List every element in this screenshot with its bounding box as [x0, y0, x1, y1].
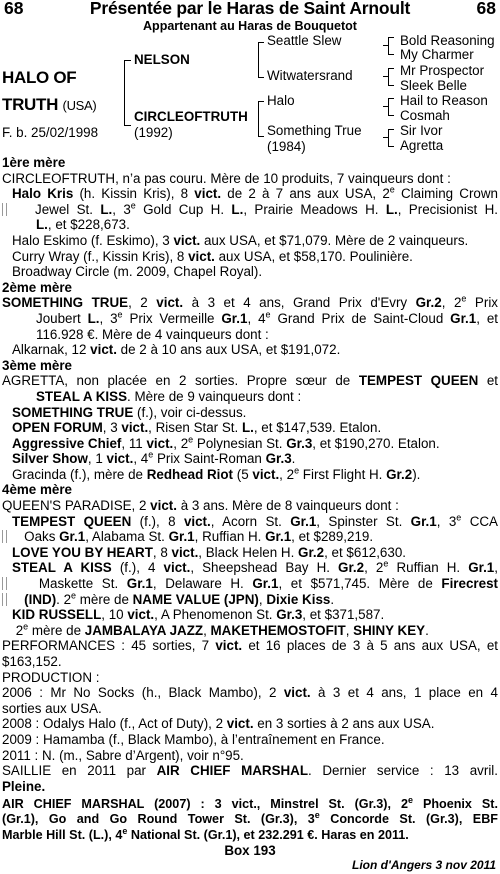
- production-heading: PRODUCTION :: [2, 669, 100, 685]
- great-grandsire-3: Mr Prospector: [400, 63, 485, 78]
- bracket-parents: [124, 60, 131, 126]
- grandsire-4-year: (1984): [267, 139, 306, 154]
- family-text: 1ère mère CIRCLEOFTRUTH, n’a pas couru. Mère de 10 produits, 7 vainqueurs dont : Halo Kris (h. Kissin Kris), 8 vict. de 2 à 7 ans aux USA, 2e Claiming Crown Jewel St. L., 3e Gold Cup H. L., Prairie Meadows H. L., Precisionist H. L., et $228,673. Halo Eskimo (f. Eskimo), 3 vict. aux USA, et $71,079. Mère de 2 vainqueurs. Curry Wray (f., Kissin Kris), 8 vict. aux USA, et $58,170. Poulinière. Broadway Circle (m. 2009, Chapel Royal). 2ème mère SOMETHING TRUE, 2 vict. à 3 et 4 ans, Grand Prix d'Evry Gr.2, 2e Prix Joubert L., 3e Prix Vermeille Gr.1, 4e Grand Prix de Saint-Cloud Gr.1, et 116.928 €. Mère de 4 vainqueurs dont : Alkarnak, 12 vict. de 2 à 10 ans aux USA, et $191,072. 3ème mère AGRETTA, non placée en 2 sorties. Propre sœur de TEMPEST QUEEN et STEAL A KISS. Mère de 9 vainqueurs dont : SOMETHING TRUE (f.), voir ci-dessus. OPEN FORUM, 3 vict., Risen Star St. L., et $147,539. Etalon. Aggressive Chief, 11 vict., 2e Polynesian St. Gr.3, et $190,270. Etalon. Silver Show, 1 vict., 4e Prix Saint-Roman Gr.3. Gracinda (f.), mère de Redhead Riot (5 vict., 2e First Flight H. Gr.2). 4ème mère QUEEN'S PARADISE, 2 vict. à 3 ans. Mère de 8 vainqueurs dont : TEMPEST QUEEN (f.), 8 vict., Acorn St. Gr.1, Spinster St. Gr.1, 3e CCA Oaks Gr.1, Alabama St. Gr.1, Ruffian H. Gr.1, et $289,219. LOVE YOU BY HEART, 8 vict., Black Helen H. Gr.2, et $612,630. STEAL A KISS (f.), 4 vict., Sheepshead Bay H. Gr.2, 2e Ruffian H. Gr.1, Maskette St. Gr.1, Delaware H. Gr.1, et $571,745. Mère de Firecrest (IND). 2e mère de NAME VALUE (JPN), Dixie Kiss. KID RUSSELL, 10 vict., A Phenomenon St. Gr.3, et $371,587. 2e mère de JAMBALAYA JAZZ, MAKETHEMOSTOFIT, SHINY KEY. PERFORMANCES : 45 sorties, 7 vict. et 16 places de 3 à 5 ans aux USA, et $163,152. PRODUCTION : 2006 : Mr No Socks (h., Black Mambo), 2 vict. à 3 et 4 ans, 1 place en 4 sorties aux USA. 2008 : Odalys Halo (f., Act of Duty), 2 vict. en 3 sorties à 2 ans aux USA. 2009 : Hamamba (f., Black Mambo), à l’entraînement en France. 2011 : N. (m., Sabre d’Argent), voir n°95. SAILLIE en 2011 par AIR CHIEF MARSHAL. Dernier service : 13 avril. Pleine.: [2, 155, 498, 794]
- horse-name: HALO OF TRUTH (USA): [2, 68, 97, 114]
- owner-line: Appartenant au Haras de Bouquetot: [143, 19, 357, 33]
- grandsire-2: Witwatersrand: [267, 68, 353, 83]
- produce-kid-russell: KID RUSSELL, 10 vict., A Phenomenon St. Gr.3, et $371,587.: [12, 607, 385, 623]
- dam-name: CIRCLEOFTRUTH: [134, 109, 248, 124]
- great-grandsire-1: Bold Reasoning: [400, 33, 495, 48]
- grandsire-4: Something True: [267, 123, 362, 138]
- section-fourth-dam: 4ème mère: [2, 482, 72, 498]
- produce-silver-show: Silver Show, 1 vict., 4e Prix Saint-Roman Gr.3.: [12, 451, 296, 467]
- dam-paragraph: CIRCLEOFTRUTH, n’a pas couru. Mère de 10 produits, 7 vainqueurs dont :: [2, 170, 451, 186]
- produce-love-you-by-heart: LOVE YOU BY HEART, 8 vict., Black Helen H. Gr.2, et $612,630.: [12, 544, 406, 560]
- bracket-ggs-2: [388, 68, 394, 86]
- fourth-dam-paragraph: QUEEN'S PARADISE, 2 vict. à 3 ans. Mère de 8 vainqueurs dont :: [2, 498, 399, 514]
- lot-number-right: 68: [476, 0, 496, 18]
- page-header: [4, 0, 496, 20]
- produce-gracinda: Gracinda (f.), mère de Redhead Riot (5 vict., 2e First Flight H. Gr.2).: [12, 466, 421, 482]
- grandsire-3: Halo: [267, 93, 295, 108]
- bracket-ggs-4: [388, 129, 394, 147]
- produce-halo-kris: Halo Kris (h. Kissin Kris), 8 vict. de 2 à 7 ans aux USA, 2e Claiming Crown: [12, 186, 498, 202]
- bracket-ggs-3: [388, 98, 394, 116]
- bracket-sire: [258, 42, 264, 78]
- horse-country: (USA): [62, 98, 97, 113]
- section-second-dam: 2ème mère: [2, 279, 72, 295]
- bracket-dam: [258, 101, 264, 137]
- produce-steal-a-kiss: STEAL A KISS (f.), 4 vict., Sheepshead Bay H. Gr.2, 2e Ruffian H. Gr.1,: [12, 560, 498, 576]
- consignor-title: Présentée par le Haras de Saint Arnoult: [89, 0, 411, 18]
- produce-curry-wray: Curry Wray (f., Kissin Kris), 8 vict. aux USA, et $58,170. Poulinière.: [12, 248, 413, 264]
- produce-aggressive-chief: Aggressive Chief, 11 vict., 2e Polynesian St. Gr.3, et $190,270. Etalon.: [12, 435, 440, 451]
- great-grandsire-6: Cosmah: [400, 108, 450, 123]
- sire-name: NELSON: [134, 52, 190, 67]
- production-2011: 2011 : N. (m., Sabre d’Argent), voir n°95.: [2, 747, 244, 763]
- second-dam-paragraph: SOMETHING TRUE, 2 vict. à 3 et 4 ans, Grand Prix d'Evry Gr.2, 2e Prix: [2, 295, 498, 311]
- produce-halo-eskimo: Halo Eskimo (f. Eskimo), 3 vict. aux USA, et $71,079. Mère de 2 vainqueurs.: [12, 232, 469, 248]
- produce-tempest-queen: TEMPEST QUEEN (f.), 8 vict., Acorn St. Gr.1, Spinster St. Gr.1, 3e CCA: [12, 513, 498, 529]
- great-grandsire-7: Sir Ivor: [400, 123, 443, 138]
- produce-something-true: SOMETHING TRUE (f.), voir ci-dessus.: [12, 404, 247, 420]
- horse-birth: F. b. 25/02/1998: [2, 125, 99, 140]
- production-2009: 2009 : Hamamba (f., Black Mambo), à l’entraînement en France.: [2, 731, 385, 747]
- dam-year: (1992): [134, 125, 173, 140]
- lot-number-left: 68: [4, 0, 24, 18]
- covering: SAILLIE en 2011 par AIR CHIEF MARSHAL. Dernier service : 13 avril.: [2, 763, 498, 779]
- production-2008: 2008 : Odalys Halo (f., Act of Duty), 2 vict. en 3 sorties à 2 ans aux USA.: [2, 716, 435, 732]
- box-number: Box 193: [224, 843, 276, 858]
- great-grandsire-5: Hail to Reason: [400, 93, 488, 108]
- great-grandsire-4: Sleek Belle: [400, 78, 467, 93]
- performances: PERFORMANCES : 45 sorties, 7 vict. et 16 places de 3 à 5 ans aux USA, et: [2, 638, 498, 654]
- section-third-dam: 3ème mère: [2, 357, 72, 373]
- great-grandsire-2: My Charmer: [400, 47, 474, 62]
- pedigree-table: [0, 34, 500, 156]
- bracket-ggs-1: [388, 37, 394, 55]
- third-dam-paragraph: AGRETTA, non placée en 2 sorties. Propre sœur de TEMPEST QUEEN et: [2, 373, 498, 389]
- production-2006: 2006 : Mr No Socks (h., Black Mambo), 2 vict. à 3 et 4 ans, 1 place en 4: [2, 685, 498, 701]
- produce-alkarnak: Alkarnak, 12 vict. de 2 à 10 ans aux USA, et $191,072.: [12, 342, 341, 358]
- stallion-note: AIR CHIEF MARSHAL (2007) : 3 vict., Minstrel St. (Gr.3), 2e Phoenix St. (Gr.1), Go and Go Round Tower St. (Gr.3), 3e Concorde St. (Gr.3), EBF Marble Hill St. (L.), 4e National St. (Gr.1), et 232.291 €. Haras en 2011.: [2, 794, 498, 842]
- sale-date: Lion d'Angers 3 nov 2011: [352, 858, 496, 872]
- section-first-dam: 1ère mère: [2, 155, 66, 170]
- grandsire-1: Seattle Slew: [267, 33, 342, 48]
- produce-open-forum: OPEN FORUM, 3 vict., Risen Star St. L., et $147,539. Etalon.: [12, 420, 382, 436]
- produce-broadway-circle: Broadway Circle (m. 2009, Chapel Royal).: [12, 264, 263, 280]
- great-grandsire-8: Agretta: [400, 138, 444, 153]
